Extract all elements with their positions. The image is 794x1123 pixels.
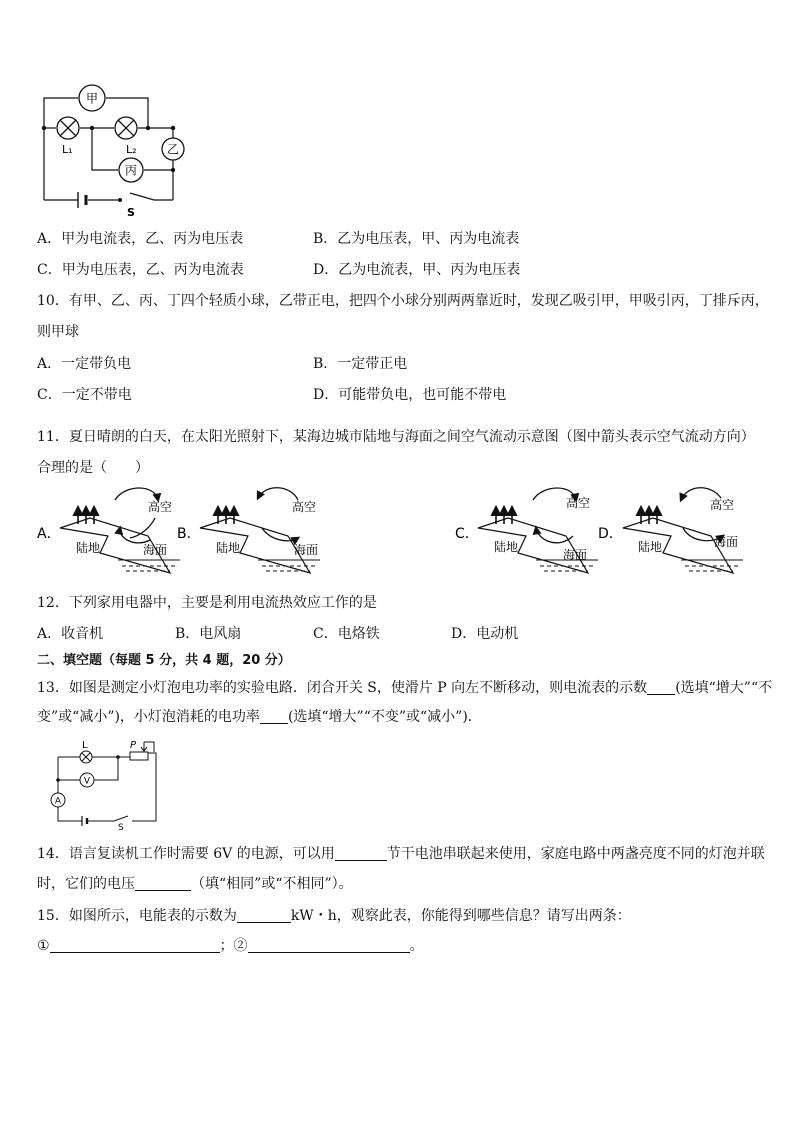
meter-jia-label: 甲 (85, 91, 99, 106)
voltmeter-label: V (83, 776, 91, 787)
q10-stem-line1: 10．有甲、乙、丙、丁四个轻质小球，乙带正电，把四个小球分别两两靠近时，发现乙吸引甲，甲吸引丙，丁排斥丙， (37, 293, 769, 309)
q15-answer-line (37, 935, 424, 955)
q11-air-flow-figures (30, 478, 770, 583)
q11-b-sky-label: 高空 (292, 500, 317, 514)
q11-b-land-label: 陆地 (216, 541, 241, 555)
q14-stem-line2 (37, 873, 353, 893)
q13-stem-line2 (37, 706, 482, 726)
q10-option-b: B．一定带正电 (313, 356, 408, 372)
q14-blank-2[interactable] (135, 876, 191, 891)
q15-blank-info-2[interactable] (248, 938, 410, 953)
rheostat-icon (130, 752, 148, 760)
meter-yi-label: 乙 (166, 142, 180, 157)
q11-b-sea-label: 海面 (294, 543, 319, 557)
q11-a-sea-label: 海面 (143, 543, 168, 557)
section-title-fill-in: 二、填空题（每题 5 分，共 4 题，20 分） (37, 653, 291, 668)
lamp-l2-label: L₂ (126, 143, 137, 156)
q13-switch-label: S (118, 823, 124, 830)
ammeter-label: A (54, 796, 62, 807)
q9-option-a: A．甲为电流表，乙、丙为电压表 (37, 231, 244, 247)
q11-c-sky-label: 高空 (566, 496, 591, 510)
q13-text-d: (选填“增大”“不变”或“减小”)． (287, 709, 482, 725)
q15-blank-info-1[interactable] (50, 938, 220, 953)
q11-label-d: D． (598, 526, 623, 542)
q15-end: 。 (409, 938, 424, 954)
q11-d-sky-label: 高空 (710, 498, 735, 512)
q9-option-b: B．乙为电压表，甲、丙为电流表 (313, 231, 520, 247)
q15-stem-line1 (37, 905, 631, 925)
circuit-diagram-q13 (44, 738, 164, 830)
q14-text-d: （填“相同”或“不相同”）。 (191, 876, 353, 892)
q15-text-a: 15．如图所示，电能表的示数为 (37, 908, 237, 924)
lamp-l1-icon (57, 117, 79, 139)
q14-text-b: 节干电池串联起来使用，家庭电路中两盏亮度不同的灯泡并联 (386, 846, 765, 862)
q11-a-sky-label: 高空 (148, 500, 173, 514)
q11-stem-line2: 合理的是（ ） (37, 460, 149, 476)
q10-option-d: D．可能带负电，也可能不带电 (313, 387, 507, 403)
q11-c-sea-label: 海面 (563, 548, 588, 562)
q11-d-sea-label: 海面 (714, 535, 739, 549)
q15-mark-1: ① (37, 938, 50, 954)
meter-bing-label: 丙 (124, 163, 138, 178)
circuit-diagram-q9 (30, 78, 200, 223)
q15-blank-reading[interactable] (237, 908, 291, 923)
q12-option-d: D．电动机 (451, 626, 519, 642)
q13-lamp-label: L (82, 740, 88, 751)
q14-text-c: 时，它们的电压 (37, 876, 135, 892)
q13-text-b: (选填“增大”“不 (675, 680, 773, 696)
switch-s-label: S (127, 206, 135, 219)
q12-option-b: B．电风扇 (175, 626, 242, 642)
q13-lamp-icon (80, 751, 92, 763)
q11-a-land-label: 陆地 (76, 541, 101, 555)
lamp-l1-label: L₁ (62, 143, 73, 156)
q10-stem-line2: 则甲球 (37, 324, 79, 340)
q12-stem: 12．下列家用电器中，主要是利用电流热效应工作的是 (37, 595, 377, 611)
q15-text-b: kW・h，观察此表，你能得到哪些信息？请写出两条： (290, 908, 631, 924)
q14-text-a: 14．语言复读机工作时需要 6V 的电源，可以用 (37, 846, 335, 862)
q11-d-land-label: 陆地 (638, 540, 663, 554)
q11-label-c: C． (455, 526, 479, 542)
q12-option-c: C．电烙铁 (313, 626, 380, 642)
q10-option-a: A．一定带负电 (37, 356, 132, 372)
q15-separator: ；② (219, 938, 248, 954)
q10-option-c: C．一定不带电 (37, 387, 132, 403)
q11-c-land-label: 陆地 (494, 540, 519, 554)
q13-stem-line1 (37, 677, 772, 697)
q11-stem-line1: 11．夏日晴朗的白天，在太阳光照射下，某海边城市陆地与海面之间空气流动示意图（图中箭头表示空气流动方向） (37, 429, 755, 445)
q13-blank-2[interactable] (260, 709, 288, 724)
q14-stem-line1 (37, 843, 765, 863)
q13-text-c: 变”或“减小”)，小灯泡消耗的电功率 (37, 709, 260, 725)
q9-option-c: C．甲为电压表，乙、丙为电流表 (37, 262, 244, 278)
q12-option-a: A．收音机 (37, 626, 104, 642)
q11-label-a: A． (37, 526, 61, 542)
q11-label-b: B． (177, 526, 201, 542)
q14-blank-1[interactable] (335, 846, 387, 861)
lamp-l2-icon (115, 117, 137, 139)
slider-p-label: P (130, 740, 137, 751)
q9-option-d: D．乙为电流表，甲、丙为电压表 (313, 262, 521, 278)
q13-blank-1[interactable] (647, 680, 675, 695)
q13-text-a: 13．如图是测定小灯泡电功率的实验电路．闭合开关 S，使滑片 P 向左不断移动，则电流表的示数 (37, 680, 648, 696)
